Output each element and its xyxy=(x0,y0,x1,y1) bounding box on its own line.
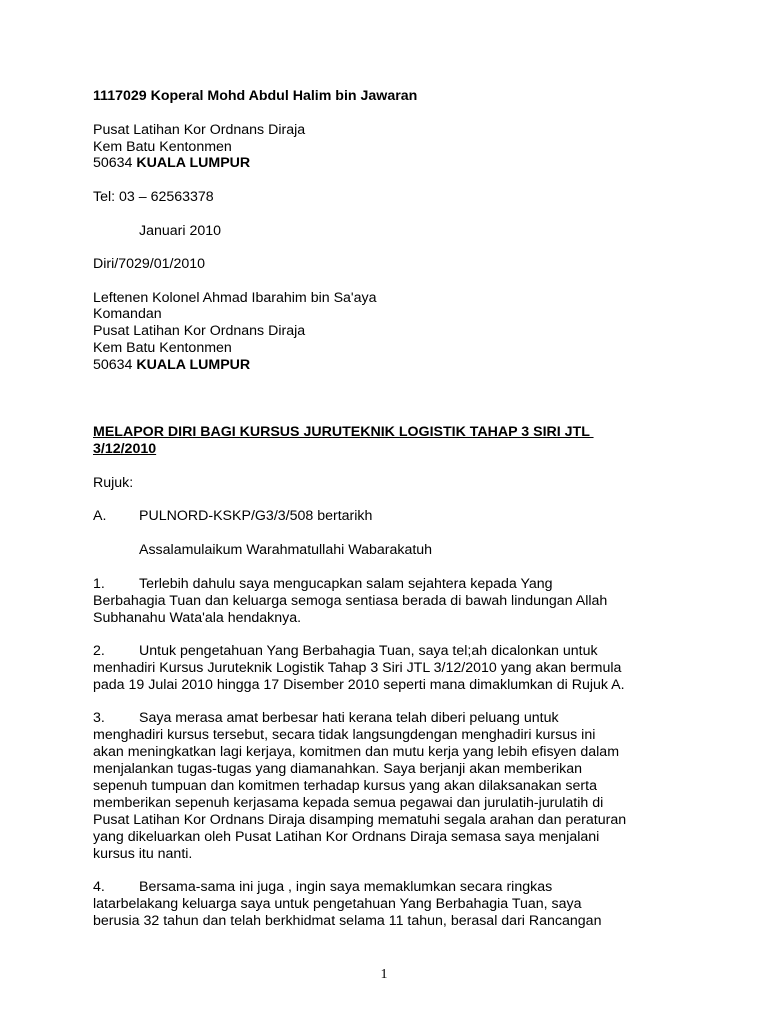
sender-address-line1: Pusat Latihan Kor Ordnans Diraja xyxy=(93,122,306,138)
sender-postcode: 50634 xyxy=(93,155,133,171)
recipient-address-line1: Pusat Latihan Kor Ordnans Diraja xyxy=(93,323,306,339)
sender-city: KUALA LUMPUR xyxy=(136,155,251,171)
sender-address-line2: Kem Batu Kentonmen xyxy=(93,139,232,155)
paragraph-3-line: Pusat Latihan Kor Ordnans Diraja disamping mematuhi segala arahan dan peraturan xyxy=(93,812,627,828)
letter-reference: Diri/7029/01/2010 xyxy=(93,256,206,272)
letter-date: Januari 2010 xyxy=(139,223,222,239)
greeting: Assalamulaikum Warahmatullahi Wabarakatuh xyxy=(139,542,433,558)
paragraph-3-line: kursus itu nanti. xyxy=(93,846,193,862)
paragraph-1-line: Berbahagia Tuan dan keluarga semoga sentiasa berada di bawah lindungan Allah xyxy=(93,593,608,609)
page-number: 1 xyxy=(380,967,388,982)
paragraph-3-line: akan meningkatkan lagi kerjaya, komitmen dan mutu kerja yang lebih efisyen dalam xyxy=(93,744,620,760)
paragraph-3-first-text: Saya merasa amat berbesar hati kerana telah diberi peluang untuk xyxy=(139,710,559,726)
paragraph-3-line: menghadiri kursus tersebut, secara tidak langsungdengan menghadiri kursus ini xyxy=(93,727,596,743)
recipient-address-city-line xyxy=(93,357,250,374)
recipient-title: Komandan xyxy=(93,306,162,322)
recipient-address-line2: Kem Batu Kentonmen xyxy=(93,340,232,356)
paragraph-1-number: 1. xyxy=(93,576,105,592)
recipient-city: KUALA LUMPUR xyxy=(136,357,251,373)
rujuk-label: Rujuk: xyxy=(93,475,134,491)
recipient-name: Leftenen Kolonel Ahmad Ibarahim bin Sa'aya xyxy=(93,290,377,306)
sender-name: 1117029 Koperal Mohd Abdul Halim bin Jawaran xyxy=(93,88,418,104)
rujuk-item-text: PULNORD-KSKP/G3/3/508 bertarikh xyxy=(139,508,373,524)
paragraph-4-line: latarbelakang keluarga saya untuk pengetahuan Yang Berbahagia Tuan, saya xyxy=(93,896,582,912)
paragraph-2-first-text: Untuk pengetahuan Yang Berbahagia Tuan, saya tel;ah dicalonkan untuk xyxy=(139,643,598,659)
paragraph-3-line: menjalankan tugas-tugas yang diamanahkan. Saya berjanji akan memberikan xyxy=(93,761,582,777)
sender-address-city-line xyxy=(93,155,250,172)
paragraph-3-number: 3. xyxy=(93,710,105,726)
rujuk-item-label: A. xyxy=(93,508,107,524)
sender-telephone: Tel: 03 – 62563378 xyxy=(93,189,214,205)
paragraph-4-number: 4. xyxy=(93,879,105,895)
paragraph-1-first-text: Terlebih dahulu saya mengucapkan salam sejahtera kepada Yang xyxy=(139,576,553,592)
recipient-postcode: 50634 xyxy=(93,357,133,373)
paragraph-3-line: yang dikeluarkan oleh Pusat Latihan Kor Ordnans Diraja semasa saya menjalani xyxy=(93,829,600,845)
paragraph-4-line: berusia 32 tahun dan telah berkhidmat selama 11 tahun, berasal dari Rancangan xyxy=(93,913,602,929)
subject-line-2: 3/12/2010 xyxy=(93,441,157,457)
paragraph-3-line: sepenuh tumpuan dan komitmen terhadap kursus yang akan dilaksanakan serta xyxy=(93,778,597,794)
paragraph-2-line: pada 19 Julai 2010 hingga 17 Disember 2010 seperti mana dimaklumkan di Rujuk A. xyxy=(93,677,625,693)
paragraph-2-line: menhadiri Kursus Juruteknik Logistik Tahap 3 Siri JTL 3/12/2010 yang akan bermula xyxy=(93,660,622,676)
subject-line-1: MELAPOR DIRI BAGI KURSUS JURUTEKNIK LOGISTIK TAHAP 3 SIRI JTL xyxy=(93,424,594,440)
paragraph-1-line: Subhanahu Wata'ala hendaknya. xyxy=(93,610,302,626)
paragraph-4-first-text: Bersama-sama ini juga , ingin saya memaklumkan secara ringkas xyxy=(139,879,553,895)
paragraph-3-line: memberikan sepenuh kerjasama kepada semua pegawai dan jurulatih-jurulatih di xyxy=(93,795,604,811)
paragraph-2-number: 2. xyxy=(93,643,105,659)
